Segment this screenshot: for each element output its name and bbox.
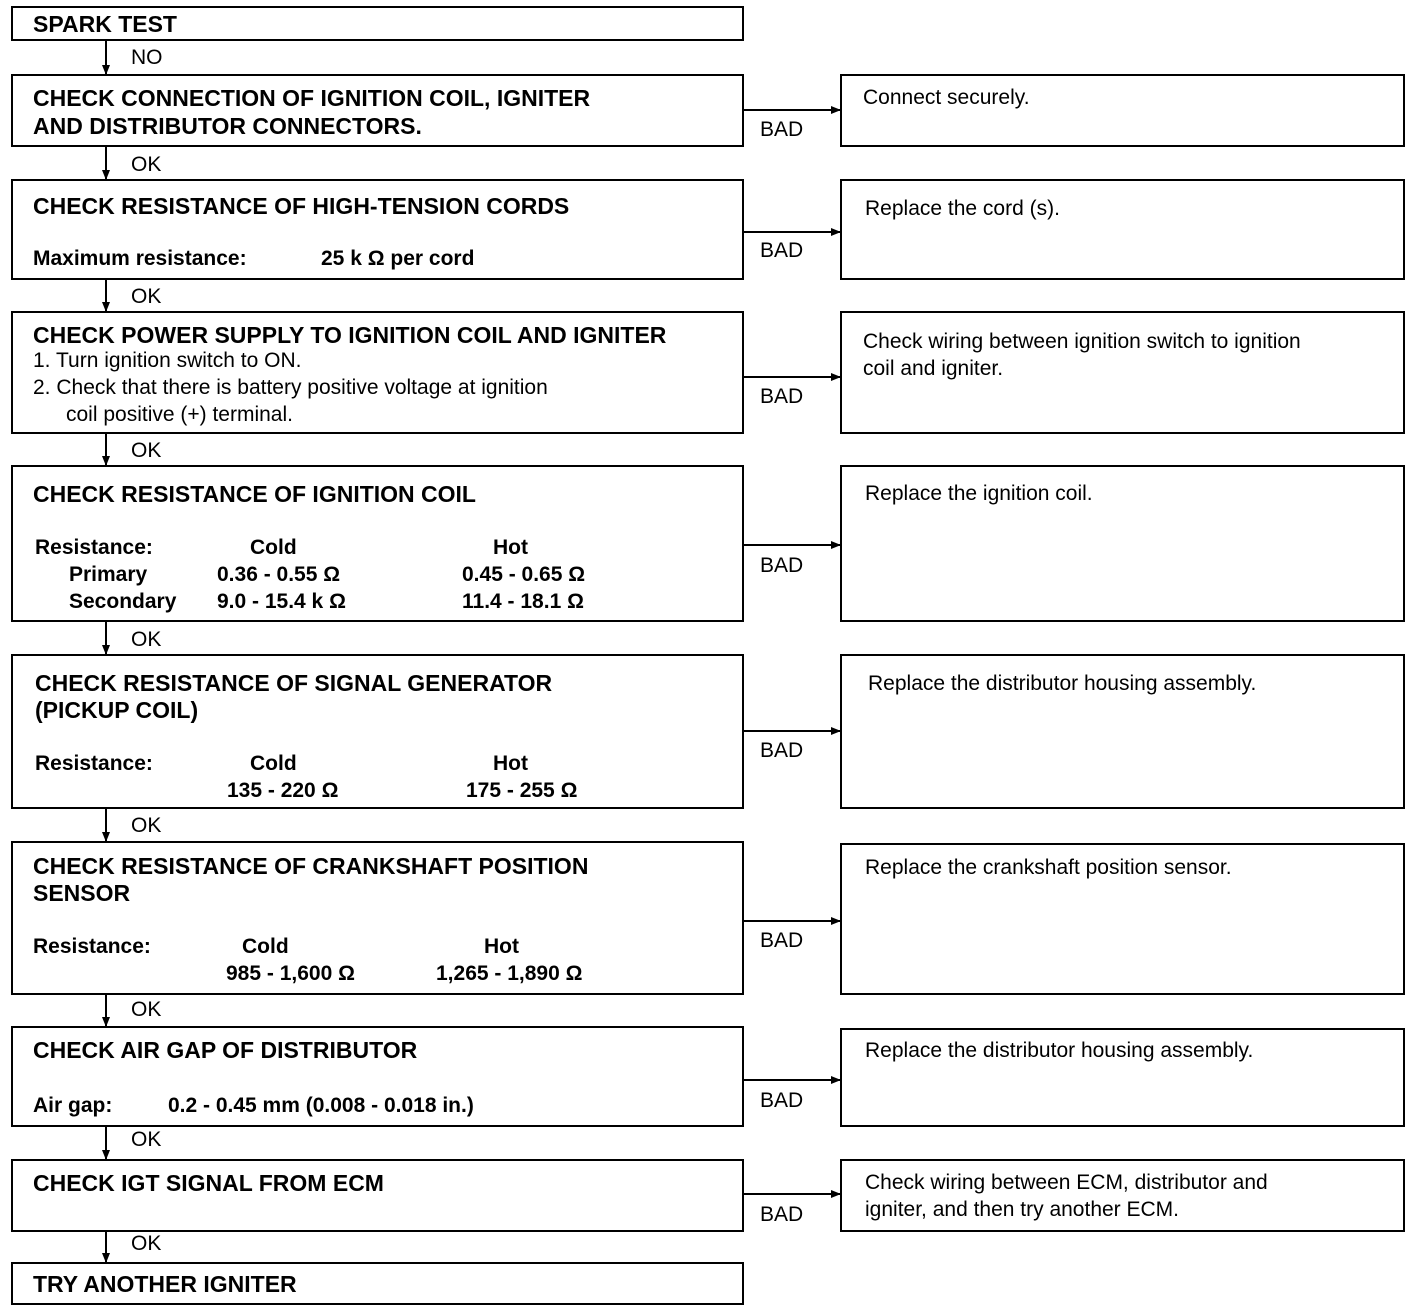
step-igt-signal <box>11 1159 744 1232</box>
spec-label: Resistance: <box>35 536 153 559</box>
spec-label: Resistance: <box>35 752 153 775</box>
action-text: Check wiring between ignition switch to ignition <box>863 330 1301 353</box>
action-text: Replace the cord (s). <box>865 197 1060 220</box>
ok-label: OK <box>131 1128 162 1151</box>
row-cold: 0.36 - 0.55 Ω <box>217 563 341 586</box>
bad-action-check-ecm <box>840 1159 1405 1232</box>
bad-action-replace-housing-2 <box>840 1028 1405 1127</box>
ok-label: OK <box>131 1232 162 1255</box>
step-spark-test <box>11 6 744 41</box>
col-cold: Cold <box>250 536 297 559</box>
step-instruction: 1. Turn ignition switch to ON. <box>33 349 302 372</box>
step-title: CHECK RESISTANCE OF CRANKSHAFT POSITION <box>33 853 589 879</box>
step-signal-generator <box>11 654 744 809</box>
step-air-gap <box>11 1026 744 1127</box>
step-crankshaft-sensor <box>11 841 744 995</box>
bad-label: BAD <box>760 1089 804 1112</box>
step-title: TRY ANOTHER IGNITER <box>33 1271 297 1297</box>
step-check-connection <box>11 74 744 147</box>
row-cold: 9.0 - 15.4 k Ω <box>217 590 346 613</box>
ok-label: OK <box>131 153 162 176</box>
spec-value: 25 k Ω per cord <box>321 247 475 270</box>
row-hot: 11.4 - 18.1 Ω <box>462 590 584 613</box>
col-cold: Cold <box>250 752 297 775</box>
col-hot: Hot <box>484 935 519 958</box>
step-title: CHECK CONNECTION OF IGNITION COIL, IGNITER <box>33 85 591 111</box>
row-hot: 0.45 - 0.65 Ω <box>462 563 586 586</box>
ok-label: OK <box>131 285 162 308</box>
bad-action-replace-cords <box>840 179 1405 280</box>
step-title: CHECK AIR GAP OF DISTRIBUTOR <box>33 1037 418 1063</box>
bad-label: BAD <box>760 1203 804 1226</box>
action-text: coil and igniter. <box>863 357 1004 380</box>
step-title: CHECK POWER SUPPLY TO IGNITION COIL AND IGNITER <box>33 322 667 348</box>
step-instruction: 2. Check that there is battery positive voltage at ignition <box>33 376 548 399</box>
row-name: Primary <box>69 563 148 586</box>
ok-label: OK <box>131 628 162 651</box>
col-cold: Cold <box>242 935 289 958</box>
col-hot: Hot <box>493 752 528 775</box>
action-text: Replace the distributor housing assembly. <box>865 1039 1254 1062</box>
row-hot: 175 - 255 Ω <box>466 779 578 802</box>
bad-label: BAD <box>760 739 804 762</box>
bad-label: BAD <box>760 554 804 577</box>
step-power-supply <box>11 311 744 434</box>
action-text: Connect securely. <box>863 86 1030 109</box>
action-text: Replace the crankshaft position sensor. <box>865 856 1232 879</box>
ok-label: OK <box>131 814 162 837</box>
step-title: CHECK RESISTANCE OF HIGH-TENSION CORDS <box>33 193 570 219</box>
step-title: AND DISTRIBUTOR CONNECTORS. <box>33 113 422 139</box>
bad-label: BAD <box>760 118 804 141</box>
step-high-tension-cords <box>11 179 744 280</box>
bad-action-connect <box>840 74 1405 147</box>
spec-label: Resistance: <box>33 935 151 958</box>
bad-action-replace-coil <box>840 465 1405 622</box>
ok-label: OK <box>131 439 162 462</box>
action-text: Replace the ignition coil. <box>865 482 1093 505</box>
bad-action-replace-housing <box>840 654 1405 809</box>
ok-label: OK <box>131 998 162 1021</box>
spec-value: 0.2 - 0.45 mm (0.008 - 0.018 in.) <box>168 1094 474 1117</box>
row-cold: 985 - 1,600 Ω <box>226 962 355 985</box>
no-label: NO <box>131 46 163 69</box>
step-title: SPARK TEST <box>33 11 177 37</box>
step-title: CHECK RESISTANCE OF SIGNAL GENERATOR <box>35 670 553 696</box>
step-ignition-coil <box>11 465 744 622</box>
bad-action-check-wiring <box>840 311 1405 434</box>
action-text: Check wiring between ECM, distributor and <box>865 1171 1268 1194</box>
step-title: (PICKUP COIL) <box>35 697 199 723</box>
spec-label: Maximum resistance: <box>33 247 247 270</box>
step-title: CHECK RESISTANCE OF IGNITION COIL <box>33 481 476 507</box>
bad-label: BAD <box>760 385 804 408</box>
bad-action-replace-sensor <box>840 843 1405 995</box>
row-cold: 135 - 220 Ω <box>227 779 339 802</box>
step-title: CHECK IGT SIGNAL FROM ECM <box>33 1170 384 1196</box>
row-hot: 1,265 - 1,890 Ω <box>436 962 583 985</box>
spec-label: Air gap: <box>33 1094 113 1117</box>
step-try-igniter <box>11 1262 744 1305</box>
row-name: Secondary <box>69 590 177 613</box>
bad-label: BAD <box>760 929 804 952</box>
action-text: igniter, and then try another ECM. <box>865 1198 1180 1221</box>
step-instruction: coil positive (+) terminal. <box>66 403 293 426</box>
col-hot: Hot <box>493 536 528 559</box>
bad-label: BAD <box>760 239 804 262</box>
step-title: SENSOR <box>33 880 131 906</box>
action-text: Replace the distributor housing assembly. <box>868 672 1257 695</box>
